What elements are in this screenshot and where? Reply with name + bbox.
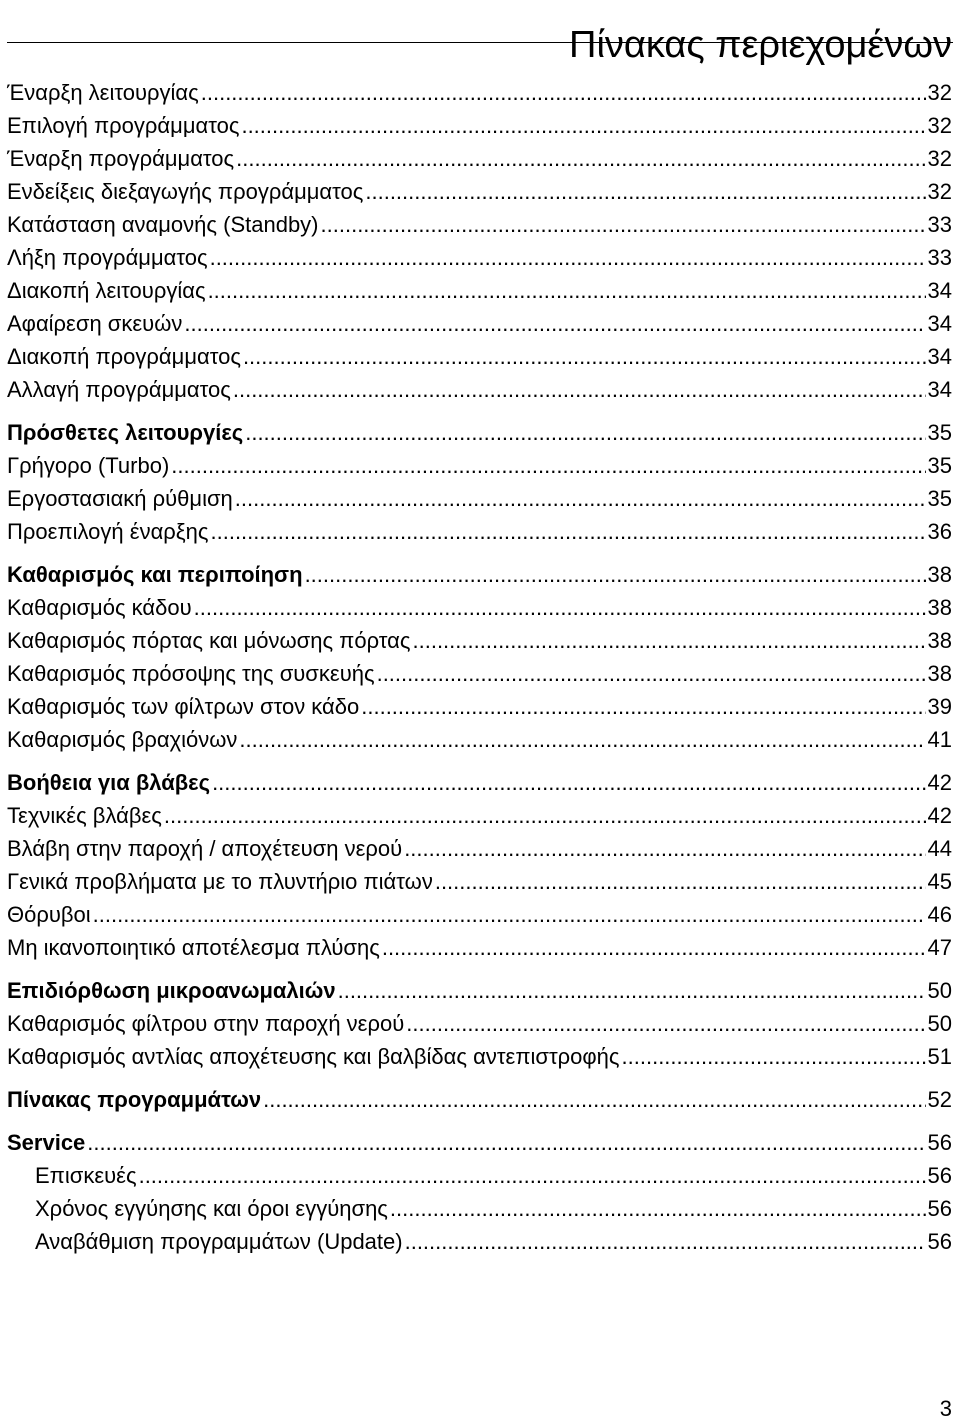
toc-entry-label: Λήξη προγράμματος xyxy=(7,245,208,270)
dot-leader xyxy=(212,766,925,799)
toc-section xyxy=(7,1083,952,1116)
toc-entry-page: 34 xyxy=(927,344,952,369)
dot-leader xyxy=(321,208,926,241)
dot-leader xyxy=(305,558,926,591)
toc-entry[interactable] xyxy=(7,76,952,109)
dot-leader xyxy=(382,931,926,964)
toc-entry-page: 51 xyxy=(927,1044,952,1069)
dot-leader xyxy=(361,690,925,723)
toc-entry-page: 33 xyxy=(927,212,952,237)
toc-entry[interactable] xyxy=(7,373,952,406)
toc-entry[interactable] xyxy=(7,1225,952,1258)
toc-entry[interactable] xyxy=(7,657,952,690)
toc-entry-label: Επιδιόρθωση μικροανωμαλιών xyxy=(7,978,336,1003)
toc-entry[interactable] xyxy=(7,482,952,515)
toc-entry-page: 45 xyxy=(927,869,952,894)
dot-leader xyxy=(622,1040,926,1073)
toc-entry-label: Καθαρισμός κάδου xyxy=(7,595,192,620)
toc-entry[interactable] xyxy=(7,1159,952,1192)
dot-leader xyxy=(93,898,926,931)
toc-entry[interactable] xyxy=(7,931,952,964)
toc-section xyxy=(7,558,952,756)
toc-entry-page: 56 xyxy=(927,1130,952,1155)
dot-leader xyxy=(171,449,925,482)
toc-entry-label: Θόρυβοι xyxy=(7,902,91,927)
toc-entry[interactable] xyxy=(7,340,952,373)
dot-leader xyxy=(390,1192,926,1225)
toc-entry[interactable] xyxy=(7,898,952,931)
toc-entry-page: 34 xyxy=(927,278,952,303)
dot-leader xyxy=(404,832,925,865)
toc-section-heading[interactable] xyxy=(7,416,952,449)
toc-section-heading[interactable] xyxy=(7,974,952,1007)
dot-leader xyxy=(235,482,926,515)
toc-entry-page: 46 xyxy=(927,902,952,927)
toc-entry[interactable] xyxy=(7,591,952,624)
dot-leader xyxy=(239,723,925,756)
toc-entry[interactable] xyxy=(7,1007,952,1040)
toc-entry-label: Αφαίρεση σκευών xyxy=(7,311,183,336)
toc-entry-label: Καθαρισμός και περιποίηση xyxy=(7,562,303,587)
toc-entry-page: 32 xyxy=(927,179,952,204)
toc-entry-page: 35 xyxy=(927,486,952,511)
toc-entry-page: 42 xyxy=(927,803,952,828)
toc-entry-page: 34 xyxy=(927,377,952,402)
toc-entry[interactable] xyxy=(7,241,952,274)
toc-entry-page: 50 xyxy=(927,978,952,1003)
table-of-contents xyxy=(7,76,952,1268)
toc-entry-page: 38 xyxy=(927,595,952,620)
toc-entry[interactable] xyxy=(7,175,952,208)
toc-entry-label: Πίνακας προγραμμάτων xyxy=(7,1087,262,1112)
toc-entry-page: 35 xyxy=(927,453,952,478)
toc-entry-label: Καθαρισμός των φίλτρων στον κάδο xyxy=(7,694,360,719)
dot-leader xyxy=(406,1007,925,1040)
toc-entry-page: 42 xyxy=(927,770,952,795)
toc-entry-label: Πρόσθετες λειτουργίες xyxy=(7,420,244,445)
toc-entry[interactable] xyxy=(7,624,952,657)
toc-entry-page: 44 xyxy=(927,836,952,861)
toc-entry[interactable] xyxy=(7,208,952,241)
toc-section-heading[interactable] xyxy=(7,1083,952,1116)
dot-leader xyxy=(365,175,925,208)
toc-entry[interactable] xyxy=(7,723,952,756)
dot-leader xyxy=(338,974,926,1007)
toc-section-heading[interactable] xyxy=(7,558,952,591)
title-divider xyxy=(7,42,953,43)
toc-entry-label: Βοήθεια για βλάβες xyxy=(7,770,211,795)
toc-entry-label: Τεχνικές βλάβες xyxy=(7,803,162,828)
toc-entry-label: Ενδείξεις διεξαγωγής προγράμματος xyxy=(7,179,364,204)
dot-leader xyxy=(435,865,926,898)
toc-entry-label: Διακοπή προγράμματος xyxy=(7,344,241,369)
toc-entry-label: Βλάβη στην παροχή / αποχέτευση νερού xyxy=(7,836,403,861)
toc-entry[interactable] xyxy=(7,449,952,482)
dot-leader xyxy=(263,1083,925,1116)
toc-entry-label: Εργοστασιακή ρύθμιση xyxy=(7,486,233,511)
toc-entry-label: Γενικά προβλήματα με το πλυντήριο πιάτων xyxy=(7,869,433,894)
toc-entry-page: 41 xyxy=(927,727,952,752)
toc-entry[interactable] xyxy=(7,865,952,898)
toc-section xyxy=(7,76,952,406)
dot-leader xyxy=(377,657,926,690)
toc-entry-page: 56 xyxy=(927,1229,952,1254)
toc-entry-page: 50 xyxy=(927,1011,952,1036)
page-number: 3 xyxy=(939,1396,952,1421)
toc-entry-label: Αναβάθμιση προγραμμάτων (Update) xyxy=(35,1229,403,1254)
toc-entry-label: Καθαρισμός βραχιόνων xyxy=(7,727,238,752)
dot-leader xyxy=(201,76,926,109)
toc-section-heading[interactable] xyxy=(7,1126,952,1159)
dot-leader xyxy=(413,624,926,657)
dot-leader xyxy=(241,109,925,142)
dot-leader xyxy=(236,142,925,175)
dot-leader xyxy=(87,1126,925,1159)
toc-entry-page: 38 xyxy=(927,562,952,587)
toc-entry[interactable] xyxy=(7,1192,952,1225)
toc-entry[interactable] xyxy=(7,307,952,340)
toc-entry-label: Μη ικανοποιητικό αποτέλεσμα πλύσης xyxy=(7,935,380,960)
toc-entry-label: Καθαρισμός πρόσοψης της συσκευής xyxy=(7,661,375,686)
toc-entry[interactable] xyxy=(7,109,952,142)
dot-leader xyxy=(211,515,926,548)
toc-entry-page: 32 xyxy=(927,80,952,105)
toc-entry-page: 33 xyxy=(927,245,952,270)
dot-leader xyxy=(164,799,926,832)
toc-entry-page: 52 xyxy=(927,1087,952,1112)
dot-leader xyxy=(405,1225,926,1258)
toc-entry-label: Επισκευές xyxy=(35,1163,137,1188)
dot-leader xyxy=(245,416,925,449)
toc-entry-label: Αλλαγή προγράμματος xyxy=(7,377,231,402)
toc-section xyxy=(7,766,952,964)
toc-entry-label: Καθαρισμός πόρτας και μόνωσης πόρτας xyxy=(7,628,411,653)
toc-section-heading[interactable] xyxy=(7,766,952,799)
dot-leader xyxy=(194,591,926,624)
toc-entry-label: Επιλογή προγράμματος xyxy=(7,113,240,138)
toc-entry-label: Καθαρισμός αντλίας αποχέτευσης και βαλβίδας αντεπιστροφής xyxy=(7,1044,620,1069)
toc-entry[interactable] xyxy=(7,1040,952,1073)
dot-leader xyxy=(139,1159,926,1192)
toc-entry-page: 34 xyxy=(927,311,952,336)
toc-entry-page: 56 xyxy=(927,1163,952,1188)
toc-entry-page: 36 xyxy=(927,519,952,544)
toc-section xyxy=(7,416,952,548)
toc-entry-label: Χρόνος εγγύησης και όροι εγγύησης xyxy=(35,1196,388,1221)
dot-leader xyxy=(184,307,925,340)
toc-entry[interactable] xyxy=(7,799,952,832)
dot-leader xyxy=(243,340,926,373)
dot-leader xyxy=(233,373,926,406)
toc-section xyxy=(7,974,952,1073)
toc-entry-label: Διακοπή λειτουργίας xyxy=(7,278,206,303)
toc-entry-page: 35 xyxy=(927,420,952,445)
toc-entry-page: 38 xyxy=(927,661,952,686)
toc-section xyxy=(7,1126,952,1258)
dot-leader xyxy=(208,274,926,307)
toc-entry-label: Γρήγορο (Turbo) xyxy=(7,453,170,478)
dot-leader xyxy=(210,241,926,274)
toc-entry-label: Προεπιλογή έναρξης xyxy=(7,519,209,544)
toc-entry[interactable] xyxy=(7,832,952,865)
toc-entry-label: Κατάσταση αναμονής (Standby) xyxy=(7,212,319,237)
toc-entry-page: 32 xyxy=(927,113,952,138)
toc-entry[interactable] xyxy=(7,690,952,723)
toc-entry-page: 38 xyxy=(927,628,952,653)
toc-entry-label: Service xyxy=(7,1130,86,1155)
toc-entry-page: 47 xyxy=(927,935,952,960)
toc-entry[interactable] xyxy=(7,274,952,307)
toc-entry-page: 39 xyxy=(927,694,952,719)
toc-entry-label: Έναρξη προγράμματος xyxy=(7,146,235,171)
toc-entry-page: 32 xyxy=(927,146,952,171)
page-title: Πίνακας περιεχομένων xyxy=(569,24,952,67)
toc-entry-page: 56 xyxy=(927,1196,952,1221)
toc-entry-label: Έναρξη λειτουργίας xyxy=(7,80,199,105)
toc-entry-label: Καθαρισμός φίλτρου στην παροχή νερού xyxy=(7,1011,405,1036)
toc-entry[interactable] xyxy=(7,142,952,175)
toc-entry[interactable] xyxy=(7,515,952,548)
